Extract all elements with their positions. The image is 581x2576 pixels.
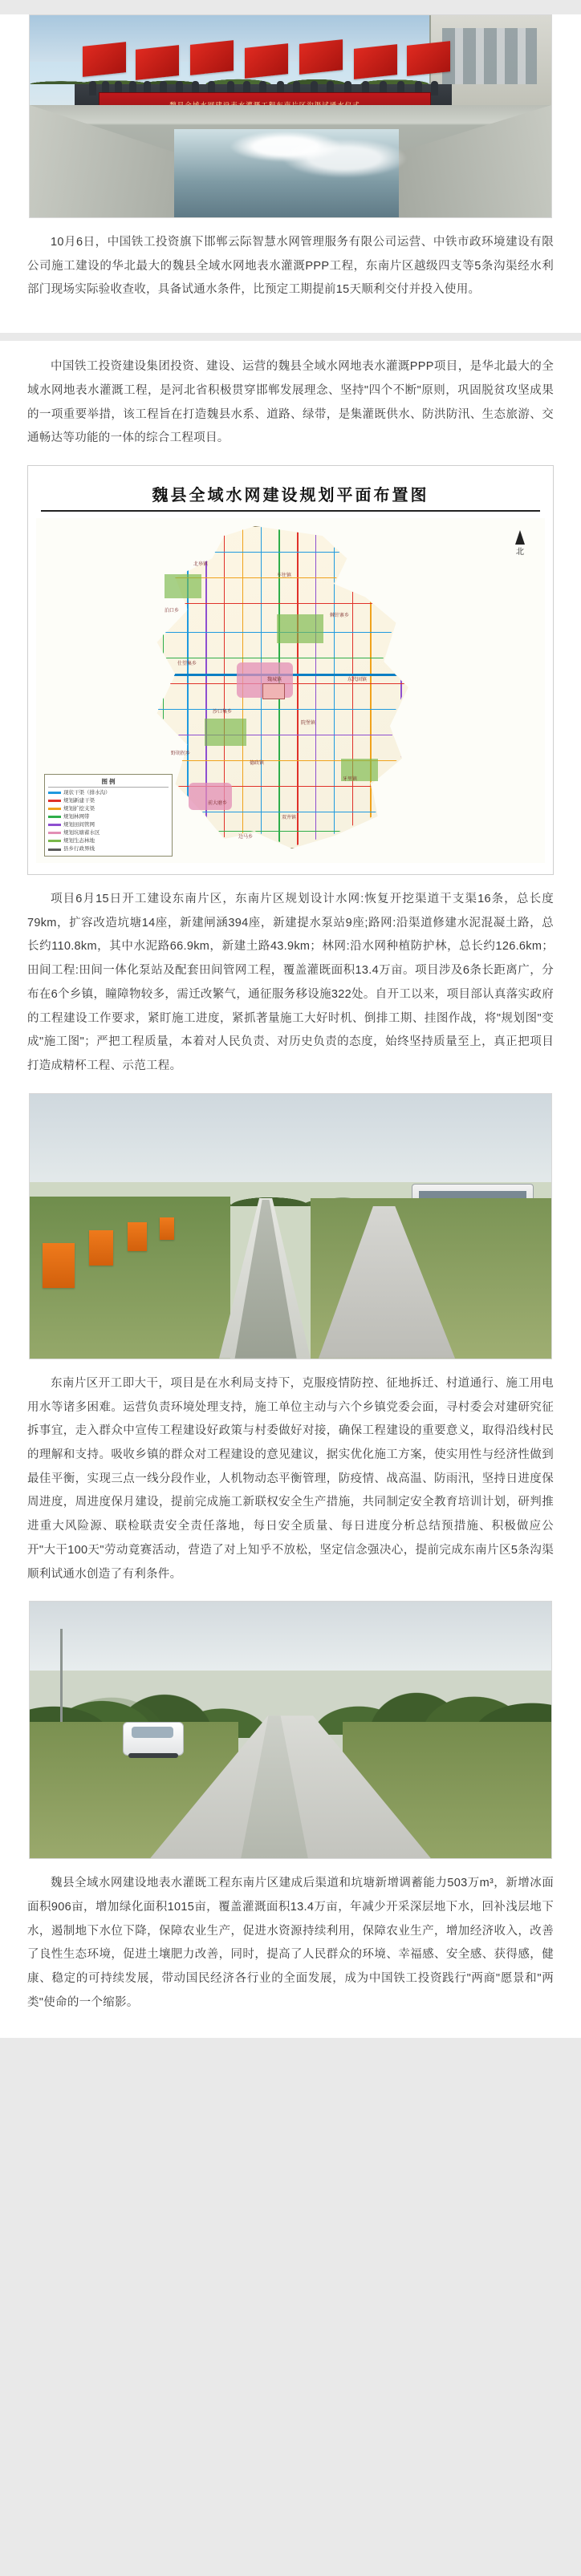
place-label: 德政镇 xyxy=(250,761,265,767)
legend-label: 规划田间管网 xyxy=(63,821,95,828)
section-map xyxy=(0,355,581,2037)
north-arrow-icon xyxy=(515,530,525,545)
place-label: 北皋镇 xyxy=(193,562,209,568)
legend-item xyxy=(48,797,169,805)
legend-item xyxy=(48,805,169,813)
place-label: 野胡拐乡 xyxy=(171,751,191,757)
north-arrow xyxy=(510,528,530,557)
photo-canal-construction xyxy=(29,1093,552,1359)
treeline-left xyxy=(30,1618,270,1738)
place-label: 泊口乡 xyxy=(165,609,180,614)
paragraph-3: 项目6月15日开工建设东南片区，东南片区规划设计水网:恢复开挖渠道干支渠16条，总长度79km，扩容改造坑塘14座，新建闸涵394座，新建提水泵站9座;路网:沿渠道修建水泥混凝土路，总长约110.8km，其中水泥路66.9km，新建土路43.9km；林网:沿水网种植防护林，总长约126.6km；田间工程:田间一体化泵站及配套田间管网工程，覆盖灌既面积13.4万亩。项目涉及6条长距离广，分布在6个乡镇，瞳障物较多，需迁改繁气，通征服务移设施322处。自开工以来，项目部认真落实政府的工程建设工作要求，紧盯施工进度，紧抓著量施工大好时机、倒排工期、挂图作战，将"规划图"变成"施工图"；严把工程质量，本着对人民负责、对历史负责的态度，始终坚持质量至上，真正把项目打造成精杯工程、示范工程。 xyxy=(27,893,554,1073)
legend-label: 县乡行政界线 xyxy=(63,845,95,852)
place-label: 沙口集乡 xyxy=(213,710,233,715)
photo-road-car xyxy=(29,1601,552,1859)
green-zone xyxy=(205,719,246,746)
legend-label: 规划坑塘蓄水区 xyxy=(63,829,100,836)
place-label: 东代固镇 xyxy=(347,678,368,683)
place-label: 双井镇 xyxy=(282,816,297,821)
legend-item xyxy=(48,789,169,797)
map-legend xyxy=(44,774,173,857)
legend-label: 规划扩挖支渠 xyxy=(63,805,95,812)
photo-ceremony xyxy=(29,14,552,218)
utility-pole xyxy=(60,1629,63,1725)
legend-item xyxy=(48,813,169,821)
place-label: 边马乡 xyxy=(238,835,254,840)
legend-item xyxy=(48,829,169,837)
green-zone xyxy=(165,574,201,598)
legend-label: 现状干渠（排水沟） xyxy=(63,789,111,796)
place-label: 车往镇 xyxy=(277,573,292,579)
map-figure xyxy=(27,465,554,875)
place-label: 院堡镇 xyxy=(301,721,316,727)
legend-label: 规划新建干渠 xyxy=(63,797,95,804)
map-title: 魏县全域水网建设规划平面布置图 xyxy=(41,474,540,512)
map-canvas xyxy=(36,518,545,863)
treeline-right xyxy=(311,1614,551,1735)
water-spray xyxy=(230,123,415,182)
county-seat xyxy=(262,683,285,699)
legend-label: 规划生态林地 xyxy=(63,837,95,844)
place-label: 魏城镇 xyxy=(267,678,282,683)
paragraph-4: 东南片区开工即大干，项目是在水利局支持下，克服疫情防控、征地拆迁、村道通行、施工用电用水等诸多困难。运营负责环境处理支持，施工单位主动与六个乡镇党委会面，寻村委会对建研究征拆事宜，走入群众中宣传工程建设好政策与村委做好对接，确保工程建设的重要意义，取得沿线村民的理解和支持。吸收乡镇的群众对工程建设的意见建议，据实优化施工方案，使实用性与经济性做到最佳平衡，实现三点一线分段作业，人机物动态平衡管理，防疫情、战高温、防雨汛，坚持日进度保周进度，周进度保月建设，提前完成施工新联权安全生产措施，共同制定安全教育培训计划，研判推进重大风险源、联检联责安全责任落地，每日安全质量、每日进度分析总结预措施、积极做应公开"大干100天"劳动竟赛活动，营造了对上知乎不放松，坚定信念强决心，提前完成东南片区5条沟渠顺利试通水创造了有利条件。 xyxy=(27,1376,554,1581)
article-page xyxy=(0,14,581,2038)
place-label: 前大磨乡 xyxy=(208,801,228,807)
legend-label: 规划林网带 xyxy=(63,813,90,820)
section-divider-1 xyxy=(0,333,581,341)
paragraph-5: 魏县全域水网建设地表水灌既工程东南片区建成后渠道和坑塘新增调蓄能力503万m³，新增冰面面积906亩，增加绿化面积1015亩，覆盖灌溉面积13.4万亩，年减少开采深层地下水，回补浅层地下水，遏制地下水位下降，保障农业生产，促进水资源持续利用，保障农业生产，增加经济收入，改善了良性生态环境，促进土壤肥力改善，同时，提高了人民群众的环境、幸福感、安全感、获得感，健康、稳定的可持续发展，带动国民经济各行业的全面发展，成为中国铁工投资践行"两商"愿景和"两类"使命的一个缩影。 xyxy=(27,1877,554,2009)
paragraph-2: 中国铁工投资建设集团投资、建设、运营的魏县全域水网地表水灌溉PPP项目，是华北最大的全域水网地表水灌溉工程，是河北省积极贯穿邯郸发展理念、坚持"四个不断"原则，巩固脱贫攻坚成果的一项重要举措，该工程旨在打造魏县水系、道路、绿带，是集灌既供水、防洪防汛、生态旅游、交通畅达等功能的一体的综合工程项目。 xyxy=(27,360,554,445)
north-label: 北 xyxy=(516,548,524,557)
legend-title: 图 例 xyxy=(48,777,169,788)
place-label: 牙里镇 xyxy=(343,777,358,783)
green-zone xyxy=(277,614,323,643)
section-ceremony xyxy=(0,14,581,325)
place-label: 仕望集乡 xyxy=(177,662,197,667)
legend-item xyxy=(48,821,169,829)
legend-item xyxy=(48,837,169,845)
legend-item xyxy=(48,845,169,853)
place-label: 棘针寨乡 xyxy=(330,614,350,619)
white-car xyxy=(123,1722,184,1756)
orange-flags xyxy=(41,1214,201,1302)
paragraph-1: 10月6日，中国铁工投资旗下邯郸云际智慧水网管理服务有限公司运营、中铁市政环境建设有限公司施工建设的华北最大的魏县全域水网地表水灌溉PPP工程，东南片区越级四支等5条沟渠经水利部门现场实际验收查收，具备试通水条件，比预定工期提前15天顺利交付并投入使用。 xyxy=(27,236,554,297)
